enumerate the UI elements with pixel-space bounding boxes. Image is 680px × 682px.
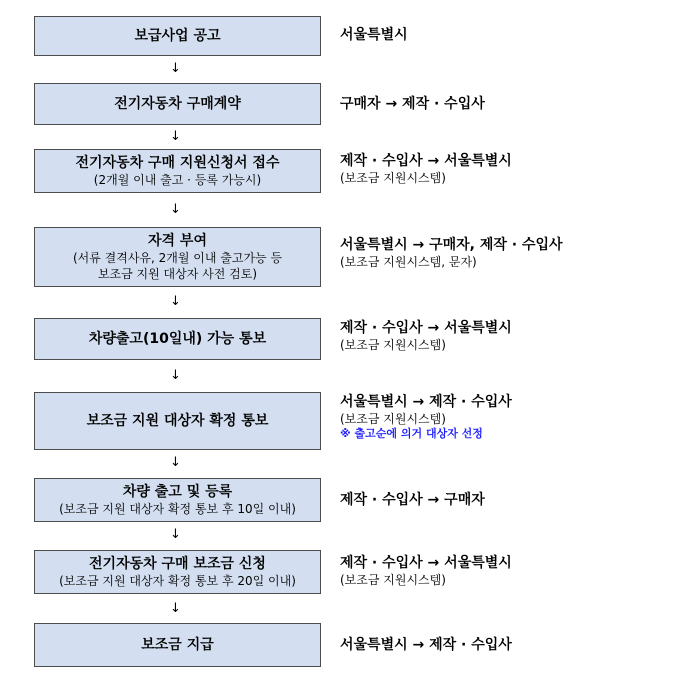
step-2-info-main: 구매자 → 제작 · 수입사: [340, 96, 485, 112]
step-6-info-main: 서울특별시 → 제작 · 수입사: [340, 394, 512, 410]
step-9-title: 보조금 지급: [141, 637, 214, 653]
step-7-info-main: 제작 · 수입사 → 구매자: [340, 492, 485, 508]
down-arrow-icon: ↓: [170, 294, 181, 309]
step-4-title: 자격 부여: [148, 233, 207, 249]
step-5-title: 차량출고(10일내) 가능 통보: [88, 331, 267, 347]
step-8-info: [340, 554, 512, 588]
step-1-info-main: 서울특별시: [340, 27, 408, 43]
step-3-info: [340, 152, 512, 186]
down-arrow-icon: ↓: [170, 202, 181, 217]
step-8-info-sub: (보조금 지원시스템): [340, 573, 446, 587]
step-5-info: [340, 319, 512, 353]
step-5-info-sub: (보조금 지원시스템): [340, 338, 446, 352]
step-9-info-main: 서울특별시 → 제작 · 수입사: [340, 637, 512, 653]
step-6-box: [34, 392, 321, 450]
step-9-info: [340, 636, 512, 654]
step-8-info-main: 제작 · 수입사 → 서울특별시: [340, 555, 512, 571]
step-2-title: 전기자동차 구매계약: [114, 96, 241, 112]
step-5-box: [34, 318, 321, 360]
down-arrow-icon: ↓: [170, 61, 181, 76]
step-2-box: [34, 83, 321, 125]
step-7-info: [340, 491, 485, 509]
step-1-box: [34, 16, 321, 56]
down-arrow-icon: ↓: [170, 601, 181, 616]
step-3-box: [34, 149, 321, 193]
down-arrow-icon: ↓: [170, 455, 181, 470]
step-2-info: [340, 95, 485, 113]
step-4-info: [340, 236, 563, 270]
step-3-subtitle: (2개월 이내 출고 · 등록 가능시): [93, 173, 262, 187]
step-7-subtitle: (보조금 지원 대상자 확정 통보 후 10일 이내): [59, 502, 296, 516]
step-4-subtitle-line1: (서류 결격사유, 2개월 이내 출고가능 등: [72, 251, 283, 265]
step-8-title: 전기자동차 구매 보조금 신청: [89, 556, 266, 572]
step-3-info-main: 제작 · 수입사 → 서울특별시: [340, 153, 512, 169]
step-4-info-sub: (보조금 지원시스템, 문자): [340, 255, 477, 269]
step-8-box: [34, 550, 321, 594]
step-4-box: [34, 227, 321, 287]
down-arrow-icon: ↓: [170, 129, 181, 144]
step-6-title: 보조금 지원 대상자 확정 통보: [86, 413, 269, 429]
step-3-info-sub: (보조금 지원시스템): [340, 171, 446, 185]
step-6-info-sub: (보조금 지원시스템): [340, 412, 446, 426]
step-4-info-main: 서울특별시 → 구매자, 제작 · 수입사: [340, 237, 563, 253]
down-arrow-icon: ↓: [170, 368, 181, 383]
step-1-title: 보급사업 공고: [134, 28, 221, 44]
step-6-info: [340, 393, 512, 441]
step-7-title: 차량 출고 및 등록: [122, 484, 233, 500]
step-8-subtitle: (보조금 지원 대상자 확정 통보 후 20일 이내): [59, 574, 296, 588]
step-1-info: [340, 26, 408, 44]
step-9-box: [34, 623, 321, 667]
step-4-subtitle-line2: 보조금 지원 대상자 사전 검토): [97, 267, 258, 281]
step-5-info-main: 제작 · 수입사 → 서울특별시: [340, 320, 512, 336]
step-6-info-note: ※ 출고순에 의거 대상자 선정: [340, 427, 483, 440]
down-arrow-icon: ↓: [170, 527, 181, 542]
step-3-title: 전기자동차 구매 지원신청서 접수: [75, 155, 280, 171]
step-7-box: [34, 478, 321, 522]
